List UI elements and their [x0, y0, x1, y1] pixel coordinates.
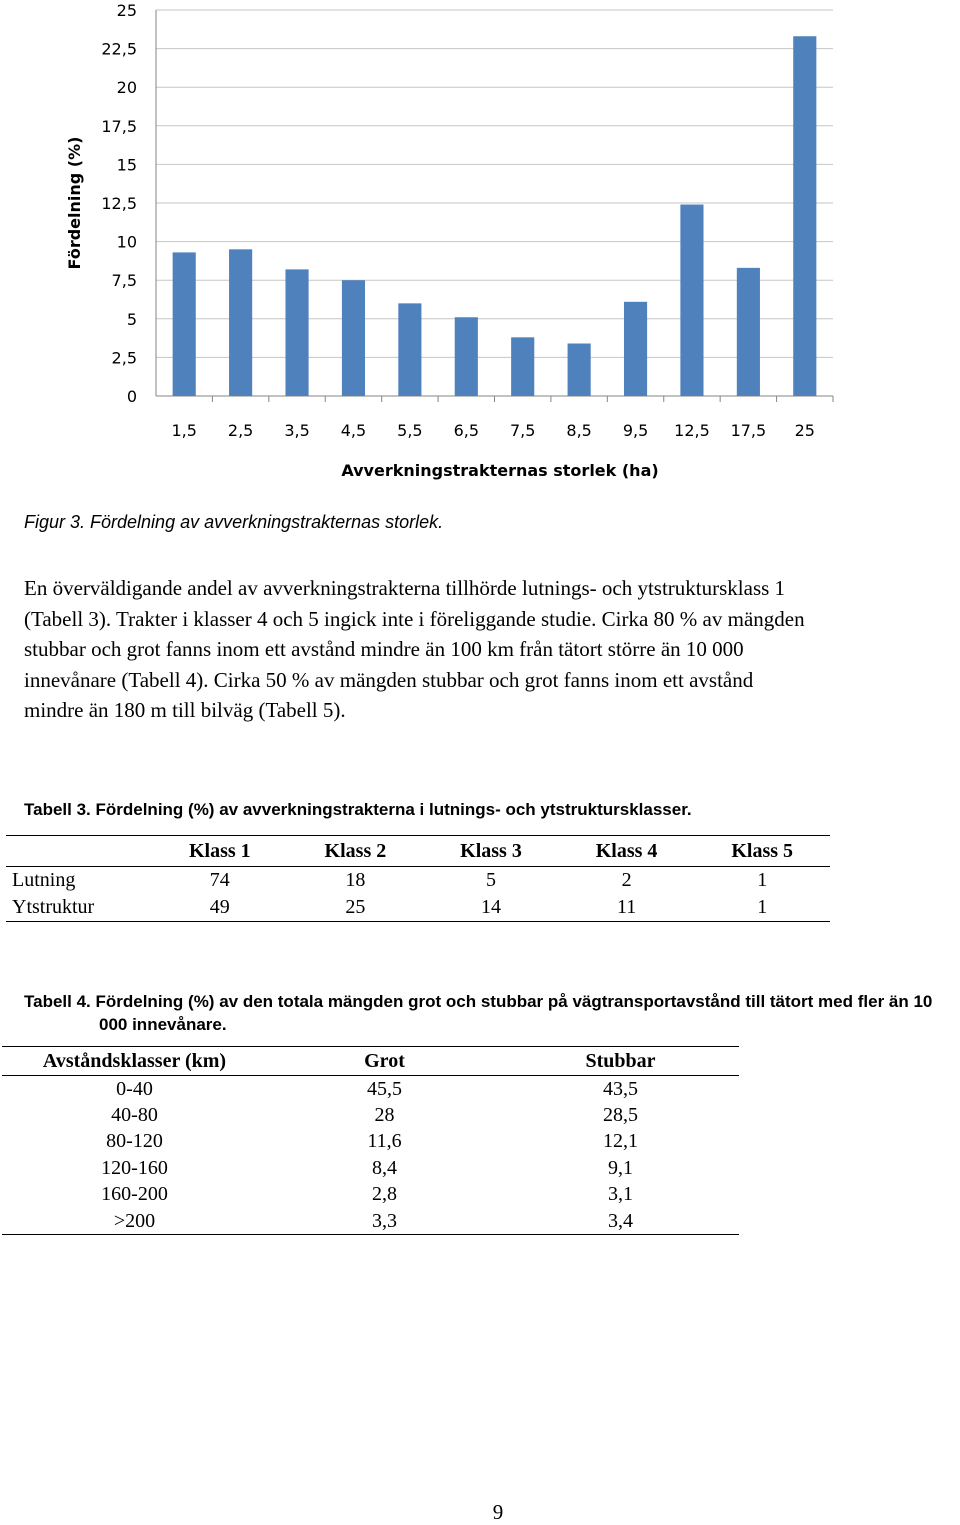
bar [624, 302, 647, 396]
x-tick-label: 7,5 [509, 421, 536, 440]
bar [568, 344, 591, 396]
table-cell: 74 [209, 869, 230, 891]
x-tick-label: 9,5 [622, 421, 649, 440]
table-3-caption: Tabell 3. Fördelning (%) av avverkningstrakterna i lutnings- och ytstruktursklasser. [24, 800, 692, 819]
table-header-cell: Stubbar [502, 1047, 739, 1076]
table-cell: 1 [757, 869, 768, 891]
x-tick-label: 8,5 [566, 421, 592, 440]
y-tick-label: 17,5 [101, 116, 137, 136]
x-tick-label: 6,5 [453, 421, 480, 440]
table-header-cell [6, 836, 152, 867]
table-row [2, 1129, 739, 1155]
chart-gridlines [156, 10, 833, 402]
table-cell: 5 [485, 869, 496, 891]
row-label: Ytstruktur [6, 894, 152, 922]
bar-chart [0, 0, 960, 500]
y-axis-label: Fördelning (%) [65, 136, 84, 270]
table-row [6, 867, 830, 895]
y-tick-label: 12,5 [101, 194, 137, 213]
y-tick-labels [101, 1, 137, 406]
x-tick-label: 2,5 [227, 421, 254, 440]
table-cell: 14 [423, 894, 559, 922]
x-tick-label: 1,5 [171, 421, 197, 440]
x-tick-label: 3,5 [284, 421, 310, 440]
table-cell: 43,5 [603, 1077, 638, 1100]
table-header-cell: Klass 3 [423, 836, 559, 867]
figure-caption: Figur 3. Fördelning av avverkningstrakternas storlek. [24, 512, 444, 532]
table-cell: 28,5 [603, 1104, 638, 1127]
table-cell: 3,4 [502, 1208, 739, 1235]
table-cell: 0-40 [116, 1077, 153, 1100]
x-tick-label: 5,5 [397, 421, 423, 440]
table-cell: 3,3 [267, 1208, 502, 1235]
table-cell: 12,1 [603, 1130, 638, 1153]
y-tick-label: 10 [116, 232, 137, 252]
table-cell: 2 [621, 869, 632, 891]
table-cell: 49 [152, 894, 288, 922]
x-tick-label: 17,5 [730, 421, 767, 440]
chart-bars [173, 36, 817, 396]
table-row [2, 1102, 739, 1128]
table-cell: 45,5 [367, 1077, 402, 1100]
table-cell: >200 [2, 1208, 267, 1235]
table-cell: 9,1 [608, 1156, 633, 1179]
table-header-cell: Avståndsklasser (km) [2, 1047, 267, 1076]
row-label: Lutning [12, 869, 76, 891]
table-cell: 40-80 [111, 1104, 158, 1127]
table-cell: 11,6 [367, 1130, 402, 1153]
table-row [2, 1155, 739, 1181]
table-row [2, 1076, 739, 1103]
table-cell: 28 [374, 1104, 395, 1127]
table-cell: 160-200 [101, 1183, 168, 1206]
table-cell: 120-160 [101, 1156, 168, 1179]
table-cell: 8,4 [372, 1156, 397, 1179]
y-tick-label: 2,5 [111, 348, 137, 368]
bar [793, 36, 816, 396]
table-cell: 1 [694, 894, 830, 922]
bar [398, 303, 421, 396]
table-4-caption: Tabell 4. Fördelning (%) av den totala mängden grot och stubbar på vägtransportavstånd till tätort med fler än 10 000 innevånare. [24, 992, 933, 1034]
x-tick-label: 4,5 [340, 421, 367, 440]
bar [455, 317, 478, 396]
y-tick-label: 15 [116, 155, 137, 175]
bar [680, 205, 703, 396]
x-tick-labels [171, 421, 814, 440]
x-axis-label: Avverkningstrakternas storlek (ha) [341, 461, 659, 480]
bar [173, 252, 196, 396]
table-header-row [2, 1047, 739, 1076]
bar [285, 269, 308, 396]
table-header-row [6, 836, 830, 867]
table-cell: 11 [559, 894, 695, 922]
bar [737, 268, 760, 396]
table-3 [6, 835, 830, 922]
table-row [6, 894, 830, 922]
y-tick-label: 22,5 [101, 39, 137, 59]
table-header-cell: Klass 2 [288, 836, 424, 867]
y-tick-label: 20 [116, 78, 137, 98]
table-4 [2, 1046, 739, 1235]
table-cell: 25 [288, 894, 424, 922]
table-row [2, 1182, 739, 1208]
bar [342, 280, 365, 396]
table-cell: 80-120 [106, 1130, 163, 1153]
y-tick-label: 25 [116, 1, 137, 20]
x-tick-label: 25 [794, 421, 815, 440]
page-number: 9 [492, 1500, 504, 1524]
table-header-cell: Klass 1 [152, 836, 288, 867]
table-cell: 3,1 [608, 1183, 633, 1206]
body-paragraph: En överväldigande andel av avverkningstrakterna tillhörde lutnings- och ytstruktursklass 1 (Tabell 3). Trakter i klasser 4 och 5 ingick inte i föreliggande studie. Cirka 80 % av mängden stubbar och grot fanns inom ett avstånd mindre än 100 km från tätort större än 10 000 innevånare (Tabell 4). Cirka 50 % av mängden stubbar och grot fanns inom ett avstånd mindre än 180 m till bilväg (Tabell 5). [24, 576, 805, 722]
table-cell: 2,8 [372, 1183, 397, 1206]
table-header-cell: Klass 4 [559, 836, 695, 867]
table-cell: 18 [345, 869, 366, 891]
table-row [2, 1208, 739, 1235]
x-tick-label: 12,5 [674, 421, 710, 440]
y-tick-label: 5 [126, 309, 137, 329]
y-tick-label: 0 [126, 387, 137, 406]
bar [511, 337, 534, 396]
y-tick-label: 7,5 [111, 271, 137, 291]
table-header-cell: Klass 5 [694, 836, 830, 867]
table-header-cell: Grot [267, 1047, 502, 1076]
bar [229, 249, 252, 396]
